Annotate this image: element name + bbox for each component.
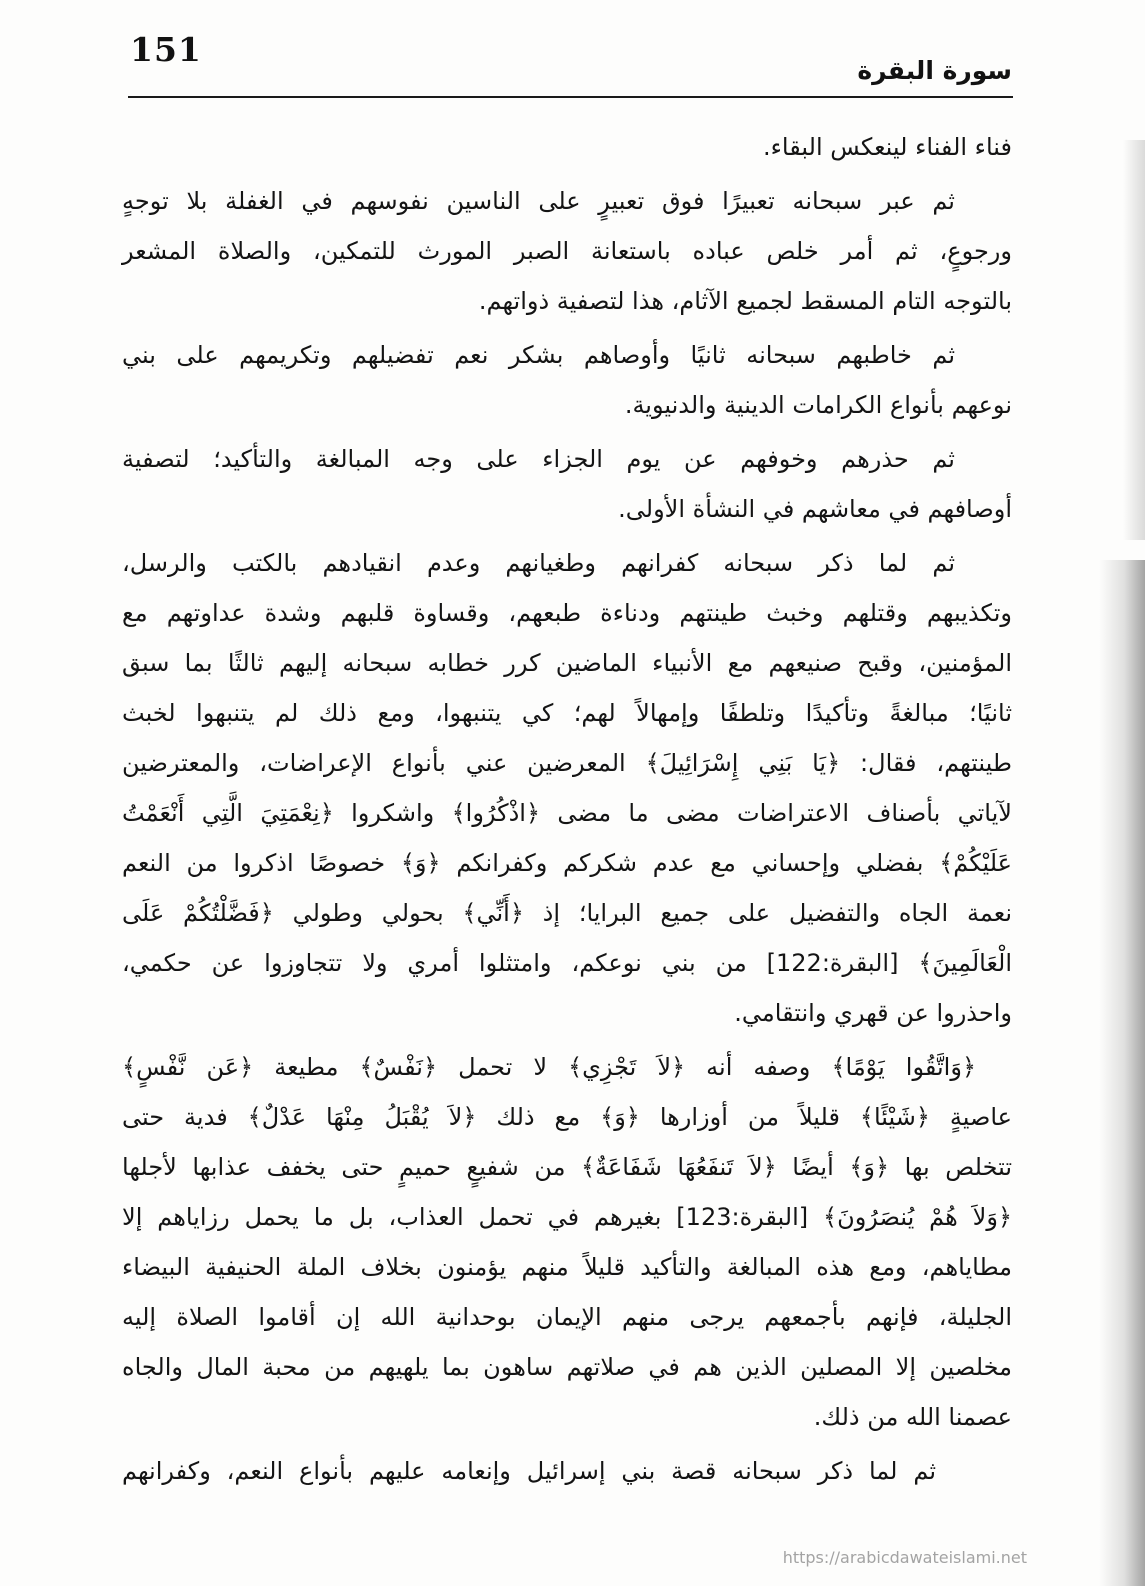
text-line: عَلَيْكُمْ﴾ بفضلي وإحساني مع عدم شكركم وكفرانكم ﴿وَ﴾ خصوصًا اذكروا من النعم (122, 849, 1012, 877)
text-line: تتخلص بها ﴿وَ﴾ أيضًا ﴿لاَ تَنفَعُهَا شَفَاعَةٌ﴾ من شفيعٍ حميمٍ حتى يخفف عذابها لأجلها (122, 1153, 1012, 1181)
body-text (122, 122, 1012, 1496)
paragraph (122, 434, 1012, 534)
text-line: ورجوعٍ، ثم أمر خلص عباده باستعانة الصبر المورث للتمكين، والصلاة المشعر (122, 237, 1012, 265)
paragraph (122, 176, 1012, 326)
text-line: أوصافهم في معاشهم في النشأة الأولى. (618, 495, 1012, 523)
text-line: لآياتي بأصناف الاعتراضات مضى ما مضى ﴿اذْكُرُوا﴾ واشكروا ﴿نِعْمَتِيَ الَّتِي أَنْعَمْتُ (122, 799, 1012, 827)
text-line: نوعهم بأنواع الكرامات الدينية والدنيوية. (624, 391, 1012, 419)
paragraph (122, 330, 1012, 430)
header-rule (128, 96, 1013, 98)
text-line: نعمة الجاه والتفضيل على جميع البرايا؛ إذ ﴿أَنِّي﴾ بحولي وطولي ﴿فَضَّلْتُكُمْ عَلَى (122, 899, 1012, 927)
text-line: ثانيًا؛ مبالغةً وتأكيدًا وتلطفًا وإمهالاً لهم؛ كي يتنبهوا، ومع ذلك لم يتنبهوا لخبث (122, 699, 1012, 727)
scan-edge-shadow (1099, 560, 1145, 1586)
text-line: وتكذيبهم وقتلهم وخبث طينتهم ودناءة طبعهم، وقساوة قلبهم وشدة عداوتهم مع (122, 599, 1012, 627)
text-line: بالتوجه التام المسقط لجميع الآثام، هذا لتصفية ذواتهم. (478, 287, 1012, 315)
text-line: عصمنا الله من ذلك. (813, 1403, 1012, 1431)
text-line: واحذروا عن قهري وانتقامي. (734, 999, 1012, 1027)
paragraph (122, 1042, 1012, 1442)
text-line: ﴿وَاتَّقُوا يَوْمًا﴾ وصفه أنه ﴿لاَ تَجْزِي﴾ لا تحمل ﴿نَفْسٌ﴾ مطيعة ﴿عَن نَّفْسٍ﴾ (122, 1053, 976, 1081)
text-line: ﴿وَلاَ هُمْ يُنصَرُونَ﴾ [البقرة:123] بغيرهم في تحمل العذاب، بل ما يحمل رزاياهم إلا (122, 1203, 1012, 1231)
text-line: ثم حذرهم وخوفهم عن يوم الجزاء على وجه المبالغة والتأكيد؛ لتصفية (122, 445, 955, 473)
text-line: ثم خاطبهم سبحانه ثانيًا وأوصاهم بشكر نعم تفضيلهم وتكريمهم على بني (122, 341, 955, 369)
text-line: مخلصين إلا المصلين الذين هم في صلاتهم ساهون بما يلهيهم من محبة المال والجاه (122, 1353, 1012, 1381)
text-line: ثم لما ذكر سبحانه كفرانهم وطغيانهم وعدم انقيادهم بالكتب والرسل، (122, 549, 955, 577)
source-url: https://arabicdawateislami.net (782, 1548, 1027, 1567)
text-line: الجليلة، فإنهم بأجمعهم يرجى منهم الإيمان بوحدانية الله إن أقاموا الصلاة إليه (122, 1303, 1012, 1331)
text-line: الْعَالَمِينَ﴾ [البقرة:122] من بني نوعكم، وامتثلوا أمري ولا تتجاوزوا عن حكمي، (122, 949, 1012, 977)
text-line: طينتهم، فقال: ﴿يَا بَنِي إِسْرَائِيلَ﴾ المعرضين عني بأنواع الإعراضات، والمعترضين (122, 749, 1012, 777)
text-line: فناء الفناء لينعكس البقاء. (763, 133, 1012, 161)
text-line: مطاياهم، ومع هذه المبالغة والتأكيد قليلاً منهم يؤمنون بخلاف الملة الحنيفية البيضاء (122, 1253, 1012, 1281)
paragraph (122, 538, 1012, 1038)
text-line: ثم لما ذكر سبحانه قصة بني إسرائيل وإنعامه عليهم بأنواع النعم، وكفرانهم (122, 1457, 936, 1485)
text-line: عاصيةٍ ﴿شَيْئًا﴾ قليلاً من أوزارها ﴿وَ﴾ مع ذلك ﴿لاَ يُقْبَلُ مِنْهَا عَدْلٌ﴾ فدية حتى (122, 1103, 1012, 1131)
text-line: المؤمنين، وقبح صنيعهم مع الأنبياء الماضين كرر خطابه سبحانه إليهم ثالثًا بما سبق (122, 649, 1012, 677)
paragraph (122, 1446, 1012, 1496)
text-line: ثم عبر سبحانه تعبيرًا فوق تعبيرٍ على الناسين نفوسهم في الغفلة بلا توجهٍ (122, 187, 955, 215)
surah-title: سورة البقرة (857, 56, 1012, 85)
paragraph (122, 122, 1012, 172)
scan-edge-shadow-top (1123, 140, 1145, 540)
page-number: 151 (130, 30, 202, 69)
